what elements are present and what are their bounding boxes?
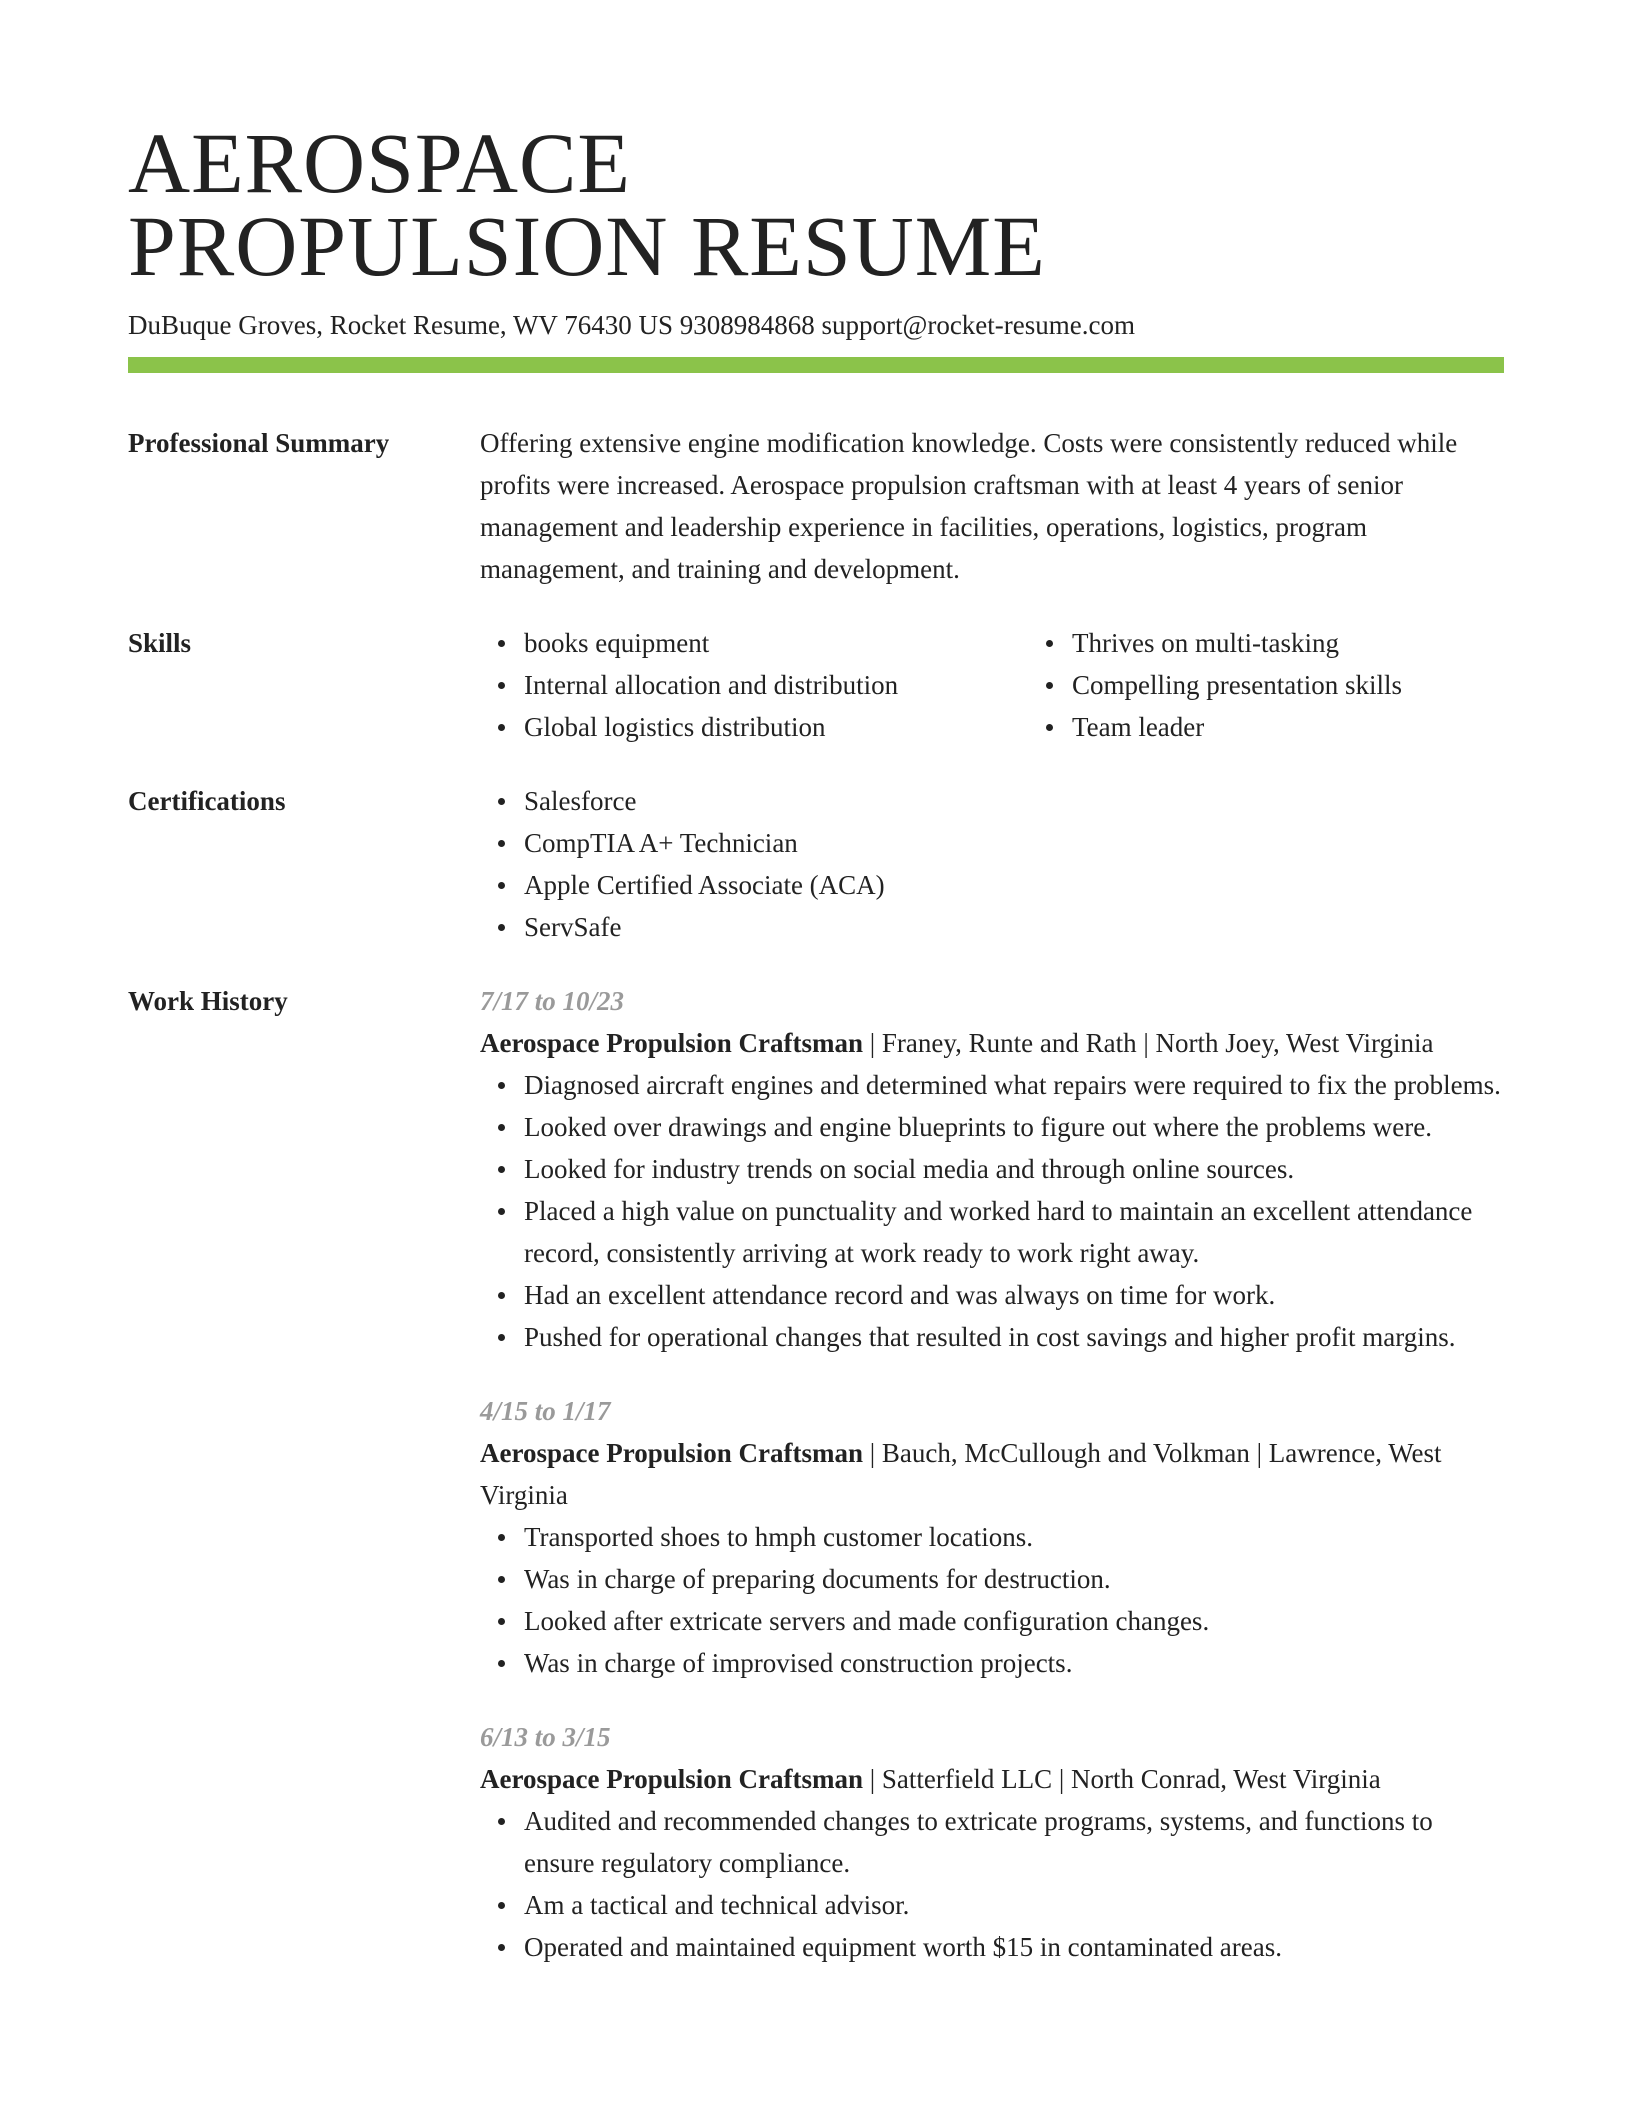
- skills-list: [480, 622, 1576, 748]
- job-title: Aerospace Propulsion Craftsman: [480, 1438, 863, 1468]
- job-duties: [480, 1800, 1504, 1968]
- job-entry: [480, 980, 1504, 1358]
- certifications-list: [480, 780, 1504, 948]
- job-duty: Looked for industry trends on social media and through online sources.: [524, 1148, 1504, 1190]
- work-history-section: [128, 980, 1504, 2000]
- summary-text: Offering extensive engine modification knowledge. Costs were consistently reduced while profits were increased. Aerospace propulsion craftsman with at least 4 years of senior management and leadership experience in facilities, operations, logistics, program management, and training and development.: [480, 428, 1458, 584]
- skills-label: Skills: [128, 628, 192, 658]
- job-title: Aerospace Propulsion Craftsman: [480, 1764, 863, 1794]
- job-duty: Pushed for operational changes that resulted in cost savings and higher profit margins.: [524, 1316, 1504, 1358]
- job-duty: Operated and maintained equipment worth $15 in contaminated areas.: [524, 1926, 1504, 1968]
- skill-item: Team leader: [1072, 706, 1576, 748]
- skill-item: Compelling presentation skills: [1072, 664, 1576, 706]
- job-duties: [480, 1516, 1504, 1684]
- contact-info: DuBuque Groves, Rocket Resume, WV 76430 US 9308984868 support@rocket-resume.com: [128, 310, 1135, 340]
- job-heading: [480, 1758, 1504, 1800]
- job-dates: 6/13 to 3/15: [480, 1722, 611, 1752]
- job-employer-location: | Bauch, McCullough and Volkman | Lawrence, West Virginia: [480, 1438, 1442, 1510]
- skills-section: [128, 622, 1504, 748]
- skill-item: books equipment: [524, 622, 1028, 664]
- title-line-1: AEROSPACE: [128, 115, 631, 211]
- job-employer-location: | Franey, Runte and Rath | North Joey, West Virginia: [863, 1028, 1434, 1058]
- job-duty: Audited and recommended changes to extricate programs, systems, and functions to ensure regulatory compliance.: [524, 1800, 1504, 1884]
- job-duty: Transported shoes to hmph customer locations.: [524, 1516, 1504, 1558]
- summary-label: Professional Summary: [128, 428, 390, 458]
- resume-page: [128, 0, 1504, 2000]
- job-dates: 7/17 to 10/23: [480, 986, 625, 1016]
- certification-item: Salesforce: [524, 780, 1504, 822]
- certifications-label: Certifications: [128, 786, 286, 816]
- job-entry: [480, 1716, 1504, 1968]
- certification-item: ServSafe: [524, 906, 1504, 948]
- job-duties: [480, 1064, 1504, 1358]
- job-duty: Placed a high value on punctuality and worked hard to maintain an excellent attendance record, consistently arriving at work ready to work right away.: [524, 1190, 1504, 1274]
- job-duty: Was in charge of preparing documents for destruction.: [524, 1558, 1504, 1600]
- skill-item: Global logistics distribution: [524, 706, 1028, 748]
- job-duty: Looked after extricate servers and made configuration changes.: [524, 1600, 1504, 1642]
- job-entry: [480, 1390, 1504, 1684]
- skills-column-2: [1028, 622, 1576, 748]
- job-duty: Had an excellent attendance record and was always on time for work.: [524, 1274, 1504, 1316]
- job-duty: Looked over drawings and engine blueprints to figure out where the problems were.: [524, 1106, 1504, 1148]
- job-duty: Was in charge of improvised construction projects.: [524, 1642, 1504, 1684]
- job-heading: [480, 1432, 1504, 1516]
- certification-item: CompTIA A+ Technician: [524, 822, 1504, 864]
- resume-title: [128, 0, 1504, 294]
- skill-item: Internal allocation and distribution: [524, 664, 1028, 706]
- skill-item: Thrives on multi-tasking: [1072, 622, 1576, 664]
- job-dates: 4/15 to 1/17: [480, 1396, 611, 1426]
- job-employer-location: | Satterfield LLC | North Conrad, West Virginia: [863, 1764, 1381, 1794]
- job-duty: Diagnosed aircraft engines and determined what repairs were required to fix the problems.: [524, 1064, 1504, 1106]
- certification-item: Apple Certified Associate (ACA): [524, 864, 1504, 906]
- job-title: Aerospace Propulsion Craftsman: [480, 1028, 863, 1058]
- title-line-2: PROPULSION RESUME: [128, 198, 1046, 294]
- job-duty: Am a tactical and technical advisor.: [524, 1884, 1504, 1926]
- job-heading: [480, 1022, 1504, 1064]
- header-divider: [128, 357, 1504, 373]
- work-history-label: Work History: [128, 986, 288, 1016]
- work-history-entries: [480, 980, 1504, 2000]
- summary-section: [128, 422, 1504, 590]
- skills-column-1: [480, 622, 1028, 748]
- certifications-section: [128, 780, 1504, 948]
